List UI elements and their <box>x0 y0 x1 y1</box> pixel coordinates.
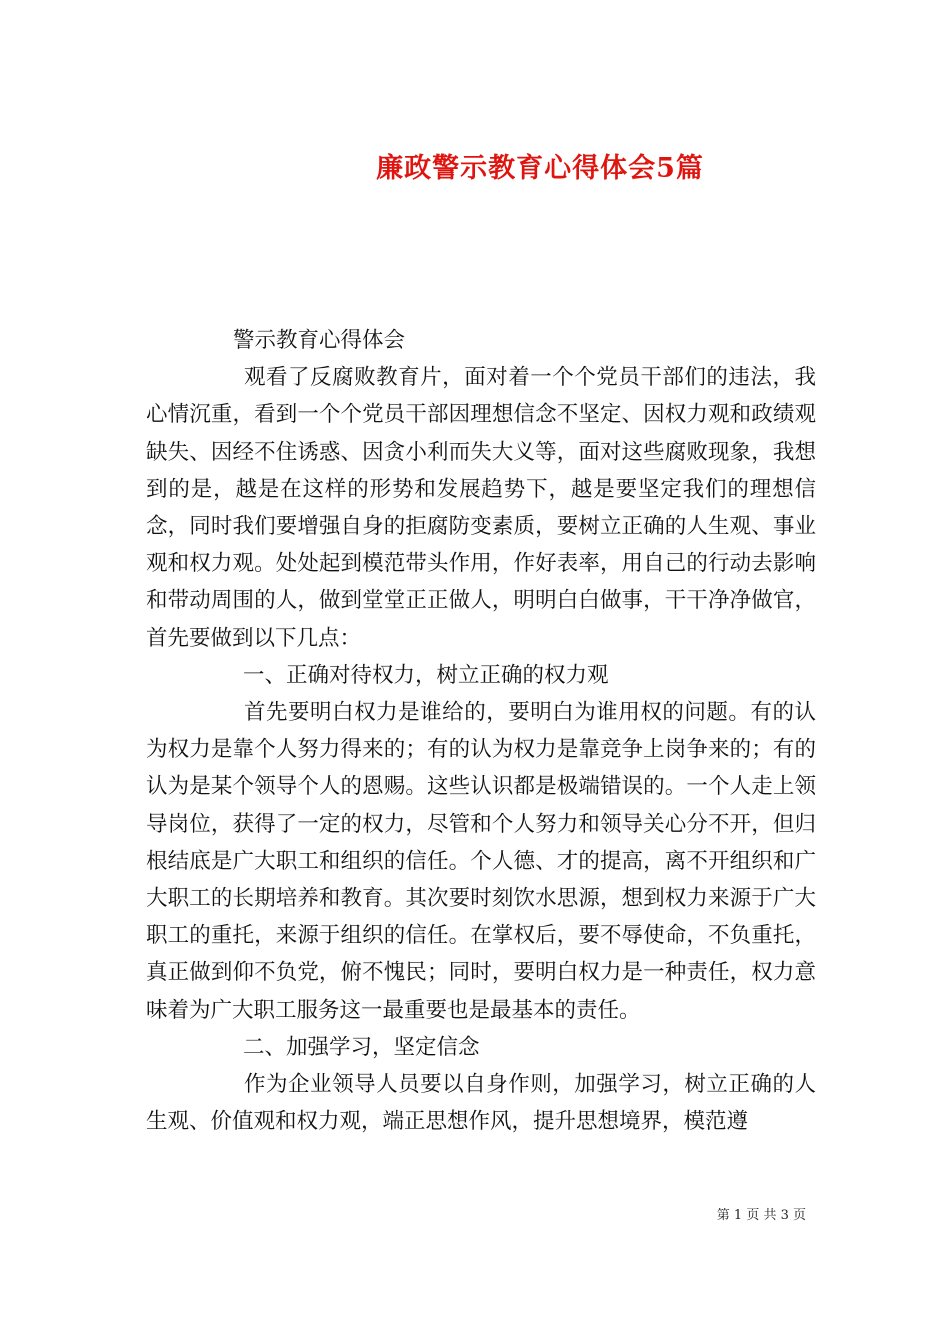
section-heading: 一、正确对待权力，树立正确的权力观 <box>243 662 609 688</box>
paragraph: 作为企业领导人员要以自身作则，加强学习，树立正确的人生观、价值观和权力观，端正思想作风，提升思想境界，模范遵 <box>146 1072 816 1135</box>
paragraph: 观看了反腐败教育片，面对着一个个党员干部们的违法，我心情沉重，看到一个个党员干部因理想信念不坚定、因权力观和政绩观缺失、因经不住诱惑、因贪小利而失大义等，面对这些腐败现象，我想到的是，越是在这样的形势和发展趋势下，越是要坚定我们的理想信念，同时我们要增强自身的拒腐防变素质，要树立正确的人生观、事业观和权力观。处处起到模范带头作用，作好表率，用自己的行动去影响和带动周围的人，做到堂堂正正做人，明明白白做事，干干净净做官，首先要做到以下几点： <box>146 365 816 651</box>
document-title: 廉政警示教育心得体会5篇 <box>376 153 704 185</box>
document-body <box>146 322 816 1140</box>
page-number: 第 1 页 共 3 页 <box>716 1208 806 1223</box>
paragraph: 首先要明白权力是谁给的，要明白为谁用权的问题。有的认为权力是靠个人努力得来的；有的认为权力是靠竞争上岗争来的；有的认为是某个领导个人的恩赐。这些认识都是极端错误的。一个人走上领导岗位，获得了一定的权力，尽管和个人努力和领导关心分不开，但归根结底是广大职工和组织的信任。个人德、才的提高，离不开组织和广大职工的长期培养和教育。其次要时刻饮水思源，想到权力来源于广大职工的重托，来源于组织的信任。在掌权后，要不辱使命，不负重托，真正做到仰不负党，俯不愧民；同时，要明白权力是一种责任，权力意味着为广大职工服务这一最重要也是最基本的责任。 <box>146 700 816 1023</box>
section-heading: 二、加强学习，坚定信念 <box>243 1034 480 1060</box>
document-subtitle: 警示教育心得体会 <box>233 328 406 353</box>
